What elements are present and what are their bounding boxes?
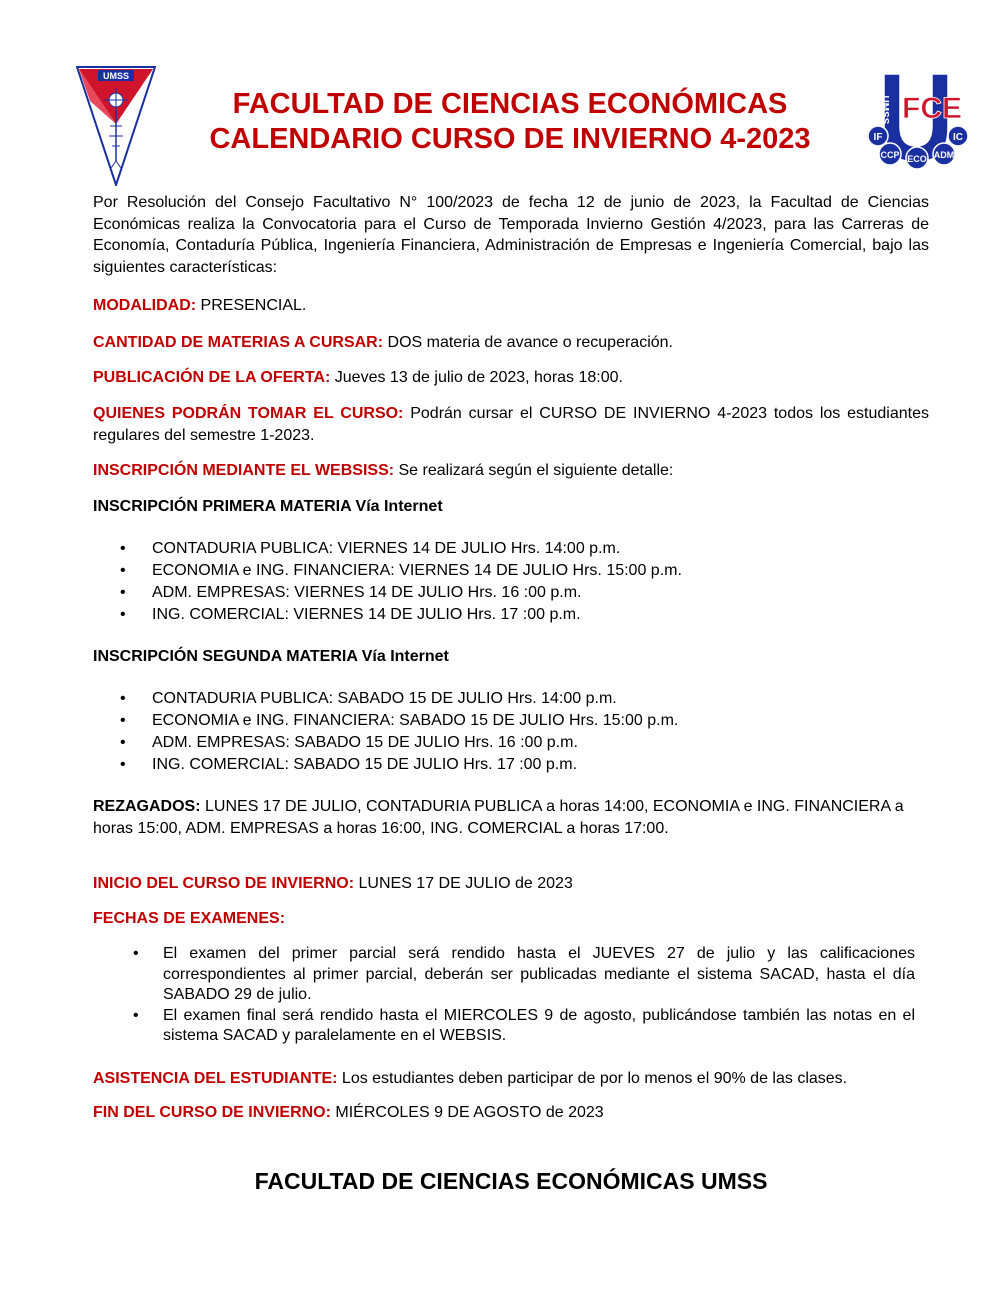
fin-label: FIN DEL CURSO DE INVIERNO: [93,1104,331,1121]
quienes-row [93,403,929,446]
primera-materia-heading: INSCRIPCIÓN PRIMERA MATERIA Vía Internet [93,498,443,515]
list-item: • ADM. EMPRESAS: SABADO 15 DE JULIO Hrs. 16 :00 p.m. [93,732,853,754]
publicacion-row [93,367,929,389]
cantidad-value: DOS materia de avance o recuperación. [383,334,673,351]
fce-logo-vertical-text: UMSS [879,95,890,125]
modalidad-value: PRESENCIAL. [196,297,307,314]
fce-logo-tag-if: IF [873,132,883,143]
list-item: • ING. COMERCIAL: VIERNES 14 DE JULIO Hrs. 17 :00 p.m. [93,604,853,626]
segunda-materia-heading: INSCRIPCIÓN SEGUNDA MATERIA Vía Internet [93,648,449,665]
cantidad-label: CANTIDAD DE MATERIAS A CURSAR: [93,334,384,351]
fce-logo-tag-eco: ECO [907,154,927,164]
asistencia-label: ASISTENCIA DEL ESTUDIANTE: [93,1070,338,1087]
rezagados-value: LUNES 17 DE JULIO, CONTADURIA PUBLICA a horas 14:00, ECONOMIA e ING. FINANCIERA a horas 15:00, ADM. EMPRESAS a horas 16:00, ING. COMERCIAL a horas 17:00. [93,798,904,837]
quienes-value: Podrán cursar el CURSO DE INVIERNO 4-2023 todos los estudiantes regulares del semestre 1-2023. [93,405,929,444]
publicacion-value: Jueves 13 de julio de 2023, horas 18:00. [330,369,623,386]
list-item: • El examen del primer parcial será rendido hasta el JUEVES 27 de julio y las calificaciones correspondientes al primer parcial, deberán ser publicadas mediante el sistema SACAD, hasta el día SABADO 29 de julio. [93,944,915,1006]
rezagados-label: REZAGADOS: [93,798,201,815]
fce-logo-main-text: FCE [902,92,962,125]
list-item: • CONTADURIA PUBLICA: VIERNES 14 DE JULIO Hrs. 14:00 p.m. [93,538,853,560]
footer-signature: FACULTAD DE CIENCIAS ECONÓMICAS UMSS [254,1168,768,1194]
examenes-label: FECHAS DE EXAMENES: [93,910,286,927]
modalidad-row [93,295,929,317]
cantidad-row [93,332,929,354]
quienes-label: QUIENES PODRÁN TOMAR EL CURSO: [93,405,404,422]
list-item: • ING. COMERCIAL: SABADO 15 DE JULIO Hrs. 17 :00 p.m. [93,754,853,776]
inicio-value: LUNES 17 DE JULIO de 2023 [354,875,573,892]
inscripcion-value: Se realizará según el siguiente detalle: [394,462,674,479]
list-item: • El examen final será rendido hasta el MIERCOLES 9 de agosto, publicándose también las notas en el sistema SACAD y paralelamente en el WEBSIS. [93,1006,915,1047]
rezagados-row [93,796,929,839]
publicacion-label: PUBLICACIÓN DE LA OFERTA: [93,369,331,386]
asistencia-value: Los estudiantes deben participar de por lo menos el 90% de las clases. [337,1070,848,1087]
inscripcion-label: INSCRIPCIÓN MEDIANTE EL WEBSISS: [93,462,395,479]
fce-faculty-logo [866,70,976,170]
examenes-list [93,944,915,1047]
umss-logo-text: UMSS [102,71,130,81]
list-item: • ECONOMIA e ING. FINANCIERA: SABADO 15 DE JULIO Hrs. 15:00 p.m. [93,710,853,732]
list-item: • ADM. EMPRESAS: VIERNES 14 DE JULIO Hrs. 16 :00 p.m. [93,582,853,604]
primera-materia-list [93,538,853,626]
modalidad-label: MODALIDAD: [93,297,197,314]
fce-logo-tag-ccp: CCP [880,150,900,160]
fce-logo-tag-ic: IC [953,132,963,143]
title-line-2: CALENDARIO CURSO DE INVIERNO 4-2023 [209,123,811,155]
list-item: • ECONOMIA e ING. FINANCIERA: VIERNES 14 DE JULIO Hrs. 15:00 p.m. [93,560,853,582]
title-line-1: FACULTAD DE CIENCIAS ECONÓMICAS [232,88,788,120]
asistencia-row [93,1068,929,1090]
segunda-materia-list [93,688,853,776]
inicio-row [93,873,929,895]
intro-paragraph: Por Resolución del Consejo Facultativo N° 100/2023 de fecha 12 de junio de 2023, la Facultad de Ciencias Económicas realiza la Convocatoria para el Curso de Temporada Invierno Gestión 4/2023, para las Carreras de Economía, Contaduría Pública, Ingeniería Financiera, Administración de Empresas e Ingeniería Comercial, bajo las siguientes características: [93,194,929,276]
inscripcion-row [93,460,929,482]
list-item: • CONTADURIA PUBLICA: SABADO 15 DE JULIO Hrs. 14:00 p.m. [93,688,853,710]
umss-shield-logo [76,66,156,186]
fin-row [93,1102,929,1124]
fin-value: MIÉRCOLES 9 DE AGOSTO de 2023 [330,1104,604,1121]
fce-logo-tag-adm: ADM [933,150,955,160]
inicio-label: INICIO DEL CURSO DE INVIERNO: [93,875,355,892]
